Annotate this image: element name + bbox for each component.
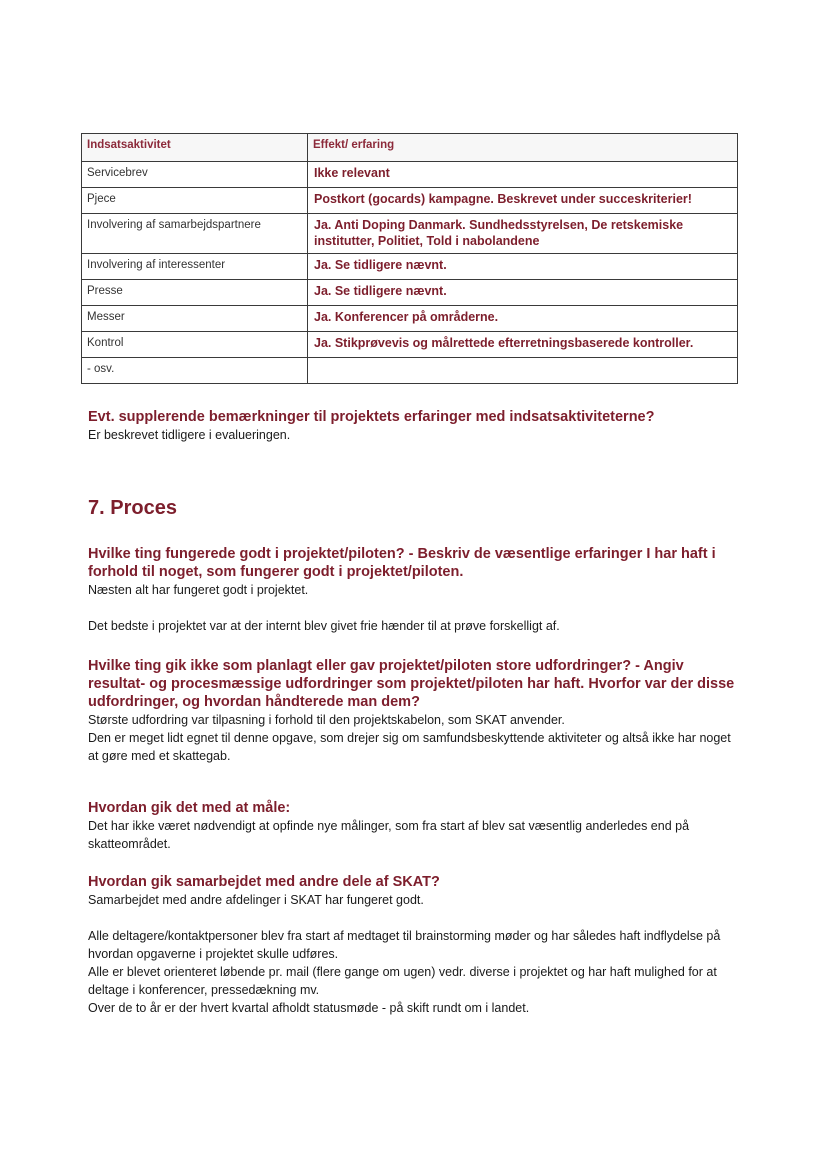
question-heading: Hvilke ting gik ikke som planlagt eller gav projektet/piloten store udfordringer? - Angiv resultat- og procesmæssige udfordringer som projektet/piloten har haft. Hvorfor var der disse udfordringer, og hvordan håndterede man dem? [88,658,735,710]
answer-paragraph: Næsten alt har fungeret godt i projektet. [88,583,309,597]
activity-cell: Messer [82,306,308,332]
table-row [82,358,738,384]
activity-cell: - osv. [82,358,308,384]
activity-cell: Involvering af samarbejdspartnere [82,214,308,254]
answer-paragraph: Det har ikke været nødvendigt at opfinde nye målinger, som fra start af blev sat væsentlig anderledes end på skatteområdet. [88,819,690,851]
question-heading: Hvilke ting fungerede godt i projektet/piloten? - Beskriv de væsentlige erfaringer I har haft i forhold til noget, som fungerer godt i projektet/piloten. [88,546,716,580]
effect-cell: Ja. Se tidligere nævnt. [308,280,738,306]
effect-cell: Ja. Anti Doping Danmark. Sundhedsstyrelsen, De retskemiske institutter, Politiet, Told i nabolandene [308,214,738,254]
question-challenges [88,657,738,765]
effect-cell: Ikke relevant [308,162,738,188]
activity-cell: Involvering af interessenter [82,254,308,280]
table-row [82,214,738,254]
activity-cell: Pjece [82,188,308,214]
answer-paragraph: Over de to år er der hvert kvartal afholdt statusmøde - på skift rundt om i landet. [88,1001,530,1015]
effect-cell: Ja. Se tidligere nævnt. [308,254,738,280]
table-row [82,188,738,214]
question-what-worked [88,545,738,635]
activities-table [81,133,738,384]
activity-cell: Kontrol [82,332,308,358]
table-row [82,162,738,188]
effect-cell: Postkort (gocards) kampagne. Beskrevet under succeskriterier! [308,188,738,214]
question-collaboration [88,873,738,1017]
answer-paragraph: Alle deltagere/kontaktpersoner blev fra start af medtaget til brainstorming møder og har således haft indflydelse på hvordan opgaverne i projektet skulle udføres. [88,929,721,961]
answer-paragraph: Den er meget lidt egnet til denne opgave, som drejer sig om samfundsbeskyttende aktiviteter og altså ikke har noget at gøre med et skattegab. [88,731,731,763]
header-effect: Effekt/ erfaring [308,134,738,162]
question-heading: Hvordan gik samarbejdet med andre dele af SKAT? [88,874,440,890]
table-row [82,332,738,358]
answer-paragraph: Det bedste i projektet var at der internt blev givet frie hænder til at prøve forskelligt af. [88,619,560,633]
activity-cell: Presse [82,280,308,306]
effect-cell [308,358,738,384]
supplement-text: Er beskrevet tidligere i evalueringen. [88,428,291,442]
section-title: 7. Proces [88,497,177,519]
effect-cell: Ja. Konferencer på områderne. [308,306,738,332]
answer-paragraph: Største udfordring var tilpasning i forhold til den projektskabelon, som SKAT anvender. [88,713,565,727]
table-row [82,254,738,280]
supplement-block [88,408,738,444]
answer-paragraph: Samarbejdet med andre afdelinger i SKAT har fungeret godt. [88,893,424,907]
answer-paragraph: Alle er blevet orienteret løbende pr. mail (flere gange om ugen) vedr. diverse i projektet og har haft mulighed for at deltage i konferencer, pressedækning mv. [88,965,717,997]
header-activity: Indsatsaktivitet [82,134,308,162]
question-measuring [88,799,738,853]
table-row [82,306,738,332]
table-header-row [82,134,738,162]
supplement-heading: Evt. supplerende bemærkninger til projektets erfaringer med indsatsaktiviteterne? [88,409,655,425]
table-row [82,280,738,306]
effect-cell: Ja. Stikprøvevis og målrettede efterretningsbaserede kontroller. [308,332,738,358]
activity-cell: Servicebrev [82,162,308,188]
question-heading: Hvordan gik det med at måle: [88,800,291,816]
